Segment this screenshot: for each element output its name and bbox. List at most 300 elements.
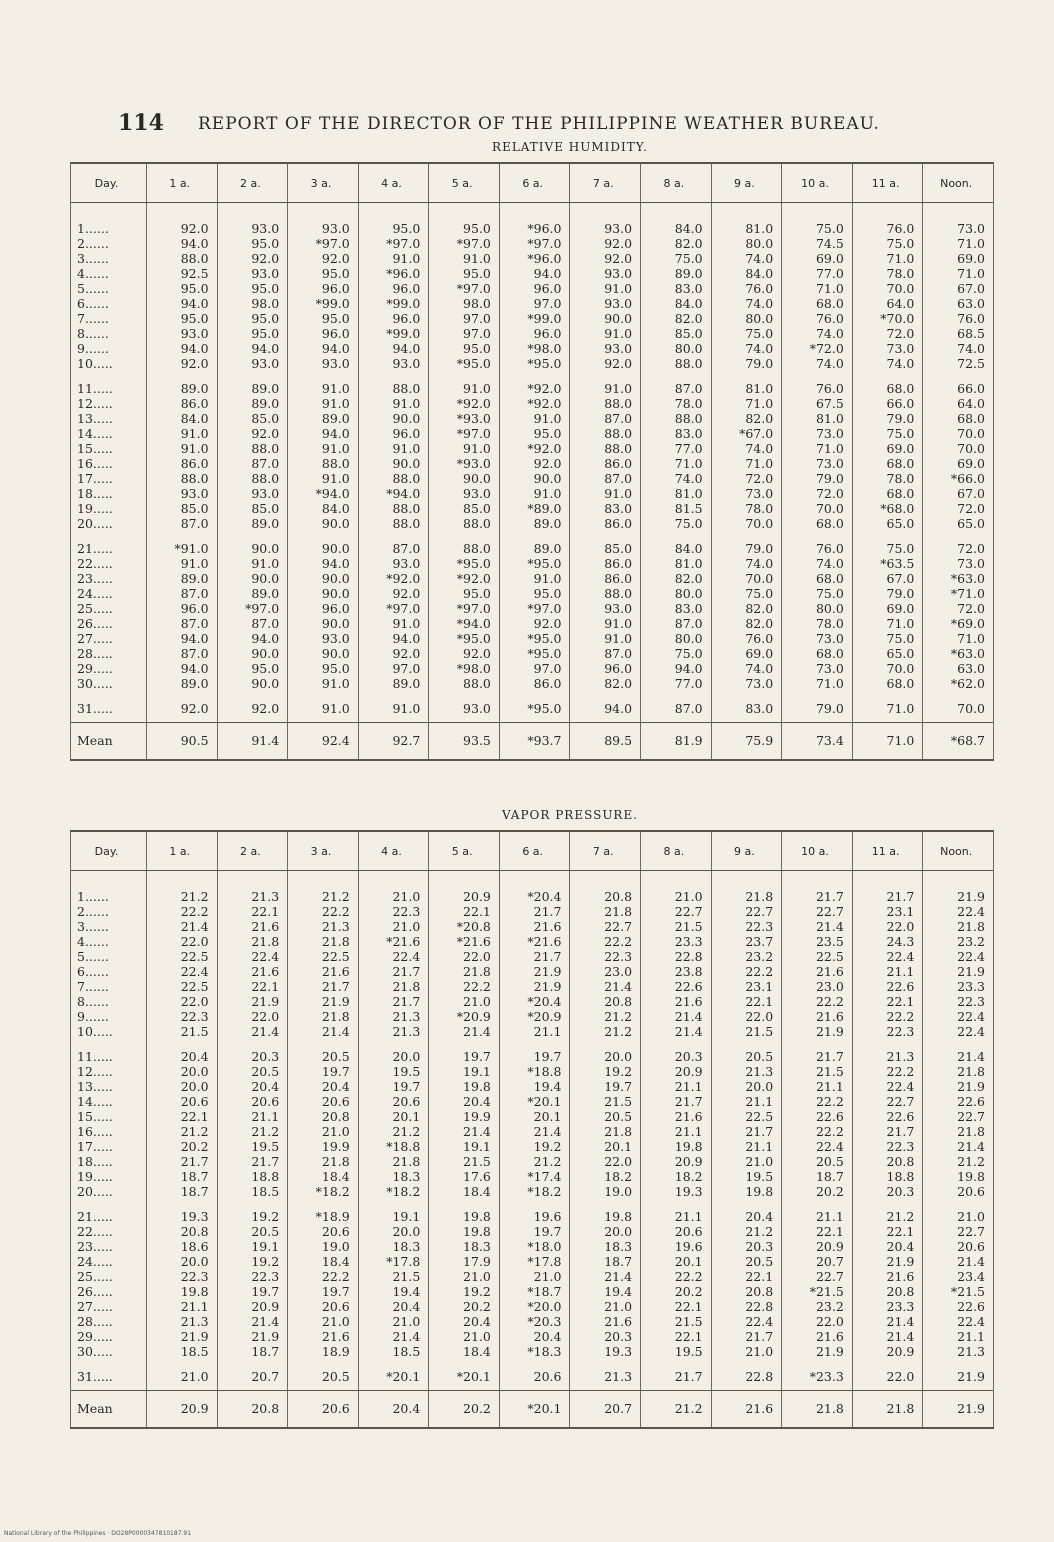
day-cell: 23..... (71, 571, 147, 586)
value-cell: 91.0 (499, 486, 570, 501)
value-cell: 19.1 (429, 1064, 500, 1079)
value-cell: 94.0 (288, 556, 359, 571)
value-cell: 74.0 (782, 356, 853, 371)
value-cell: 21.8 (217, 934, 288, 949)
value-cell: *98.0 (429, 661, 500, 676)
value-cell: 19.8 (429, 1224, 500, 1239)
value-cell: 20.8 (711, 1284, 782, 1299)
table-row (71, 871, 994, 905)
value-cell: *20.4 (499, 871, 570, 905)
table-row (71, 601, 994, 616)
mean-value: *93.7 (499, 723, 570, 761)
value-cell: 68.0 (852, 456, 923, 471)
value-cell: 78.0 (711, 501, 782, 516)
header-hour: 3 a. (288, 831, 359, 871)
value-cell: *21.5 (782, 1284, 853, 1299)
value-cell: 21.2 (358, 1124, 429, 1139)
value-cell: 22.7 (852, 1094, 923, 1109)
value-cell: 91.0 (358, 616, 429, 631)
value-cell: 95.0 (217, 281, 288, 296)
value-cell: *63.0 (923, 571, 994, 586)
value-cell: 22.3 (217, 1269, 288, 1284)
table-row (71, 1124, 994, 1139)
value-cell: 18.4 (288, 1169, 359, 1184)
value-cell: 86.0 (570, 456, 641, 471)
value-cell: 22.1 (147, 1109, 218, 1124)
value-cell: 19.0 (570, 1184, 641, 1199)
value-cell: *68.0 (852, 501, 923, 516)
header-hour: 5 a. (429, 831, 500, 871)
value-cell: 94.0 (288, 426, 359, 441)
value-cell: 90.0 (217, 646, 288, 661)
value-cell: 92.0 (358, 646, 429, 661)
value-cell: 21.0 (288, 1314, 359, 1329)
value-cell: 21.6 (570, 1314, 641, 1329)
value-cell: 21.1 (499, 1024, 570, 1039)
value-cell: *17.8 (499, 1254, 570, 1269)
mean-value: 91.4 (217, 723, 288, 761)
day-cell: 17..... (71, 1139, 147, 1154)
value-cell: 22.1 (711, 1269, 782, 1284)
value-cell: 22.7 (641, 904, 712, 919)
value-cell: 23.8 (641, 964, 712, 979)
value-cell: *95.0 (429, 356, 500, 371)
value-cell: 81.0 (641, 486, 712, 501)
value-cell: 68.0 (782, 296, 853, 311)
value-cell: 22.4 (147, 964, 218, 979)
value-cell: 92.0 (217, 691, 288, 723)
relative-humidity-caption: RELATIVE HUMIDITY. (492, 140, 648, 154)
value-cell: 68.0 (782, 571, 853, 586)
value-cell: 94.0 (217, 631, 288, 646)
value-cell: 93.0 (570, 296, 641, 311)
value-cell: 19.5 (358, 1064, 429, 1079)
value-cell: *95.0 (499, 631, 570, 646)
table-row (71, 1139, 994, 1154)
value-cell: 92.0 (499, 456, 570, 471)
value-cell: 22.0 (147, 994, 218, 1009)
value-cell: 21.8 (570, 904, 641, 919)
value-cell: 92.0 (499, 616, 570, 631)
value-cell: 18.4 (429, 1344, 500, 1359)
value-cell: 87.0 (217, 616, 288, 631)
value-cell: 22.4 (782, 1139, 853, 1154)
table-row (71, 456, 994, 471)
value-cell: 74.0 (923, 341, 994, 356)
table-row (71, 1169, 994, 1184)
value-cell: 20.6 (641, 1224, 712, 1239)
value-cell: 20.9 (429, 871, 500, 905)
value-cell: 95.0 (147, 281, 218, 296)
mean-label: Mean (71, 723, 147, 761)
value-cell: 96.0 (288, 601, 359, 616)
value-cell: 72.0 (782, 486, 853, 501)
value-cell: 88.0 (429, 516, 500, 531)
value-cell: 21.2 (852, 1199, 923, 1224)
value-cell: 22.2 (852, 1009, 923, 1024)
value-cell: 85.0 (217, 501, 288, 516)
value-cell: 86.0 (570, 571, 641, 586)
value-cell: 22.7 (711, 904, 782, 919)
value-cell: *18.7 (499, 1284, 570, 1299)
value-cell: 19.7 (429, 1039, 500, 1064)
value-cell: 21.4 (852, 1314, 923, 1329)
header-hour: 10 a. (782, 831, 853, 871)
value-cell: 67.5 (782, 396, 853, 411)
value-cell: 95.0 (429, 203, 500, 237)
value-cell: 21.3 (358, 1024, 429, 1039)
value-cell: 69.0 (923, 456, 994, 471)
value-cell: 19.1 (217, 1239, 288, 1254)
value-cell: 20.7 (217, 1359, 288, 1391)
value-cell: 18.4 (429, 1184, 500, 1199)
value-cell: 93.0 (217, 266, 288, 281)
value-cell: 73.0 (782, 456, 853, 471)
value-cell: 21.2 (217, 1124, 288, 1139)
value-cell: *18.9 (288, 1199, 359, 1224)
value-cell: 22.3 (923, 994, 994, 1009)
value-cell: 88.0 (641, 356, 712, 371)
day-cell: 26..... (71, 1284, 147, 1299)
table-row (71, 326, 994, 341)
value-cell: 92.0 (288, 251, 359, 266)
value-cell: 21.6 (782, 964, 853, 979)
mean-value: 21.2 (641, 1391, 712, 1429)
value-cell: 22.2 (288, 1269, 359, 1284)
day-cell: 16..... (71, 1124, 147, 1139)
header-hour: 2 a. (217, 831, 288, 871)
day-cell: 31..... (71, 1359, 147, 1391)
value-cell: *21.6 (358, 934, 429, 949)
mean-value: 93.5 (429, 723, 500, 761)
value-cell: 88.0 (217, 441, 288, 456)
value-cell: 21.6 (852, 1269, 923, 1284)
value-cell: *97.0 (429, 601, 500, 616)
value-cell: 88.0 (570, 441, 641, 456)
value-cell: 73.0 (923, 203, 994, 237)
value-cell: 63.0 (923, 661, 994, 676)
value-cell: 20.6 (923, 1239, 994, 1254)
value-cell: 75.0 (782, 586, 853, 601)
value-cell: 22.3 (852, 1139, 923, 1154)
value-cell: 91.0 (288, 396, 359, 411)
value-cell: 22.1 (852, 994, 923, 1009)
value-cell: 88.0 (641, 411, 712, 426)
value-cell: 82.0 (641, 311, 712, 326)
value-cell: 22.0 (570, 1154, 641, 1169)
value-cell: 74.0 (711, 296, 782, 311)
header-hour: 6 a. (499, 831, 570, 871)
value-cell: 21.7 (711, 1124, 782, 1139)
value-cell: 21.0 (570, 1299, 641, 1314)
table-row (71, 1299, 994, 1314)
value-cell: 22.7 (782, 1269, 853, 1284)
value-cell: *89.0 (499, 501, 570, 516)
value-cell: 22.1 (429, 904, 500, 919)
value-cell: 75.0 (852, 426, 923, 441)
value-cell: 19.8 (711, 1184, 782, 1199)
value-cell: 22.7 (570, 919, 641, 934)
day-cell: 26..... (71, 616, 147, 631)
value-cell: 20.8 (570, 871, 641, 905)
value-cell: 21.6 (782, 1329, 853, 1344)
value-cell: 74.0 (852, 356, 923, 371)
value-cell: 22.3 (358, 904, 429, 919)
value-cell: 21.2 (288, 871, 359, 905)
value-cell: 21.1 (641, 1199, 712, 1224)
value-cell: 22.2 (852, 1064, 923, 1079)
value-cell: 95.0 (217, 326, 288, 341)
value-cell: 91.0 (570, 281, 641, 296)
value-cell: *96.0 (358, 266, 429, 281)
value-cell: 20.4 (429, 1314, 500, 1329)
day-cell: 2...... (71, 904, 147, 919)
value-cell: 93.0 (288, 203, 359, 237)
value-cell: 76.0 (782, 371, 853, 396)
table-row (71, 1064, 994, 1079)
value-cell: 21.1 (147, 1299, 218, 1314)
value-cell: 91.0 (358, 691, 429, 723)
value-cell: 20.6 (288, 1299, 359, 1314)
value-cell: 78.0 (852, 471, 923, 486)
value-cell: 21.4 (852, 1329, 923, 1344)
value-cell: 89.0 (358, 676, 429, 691)
value-cell: *21.6 (499, 934, 570, 949)
value-cell: 69.0 (923, 251, 994, 266)
mean-value: *68.7 (923, 723, 994, 761)
value-cell: 89.0 (499, 531, 570, 556)
header-hour: 11 a. (852, 831, 923, 871)
value-cell: *95.0 (429, 556, 500, 571)
value-cell: *99.0 (358, 296, 429, 311)
value-cell: 20.3 (641, 1039, 712, 1064)
value-cell: 68.0 (782, 646, 853, 661)
day-cell: 25..... (71, 601, 147, 616)
value-cell: 22.4 (923, 949, 994, 964)
value-cell: 96.0 (358, 311, 429, 326)
value-cell: 92.0 (358, 586, 429, 601)
value-cell: 86.0 (570, 516, 641, 531)
day-cell: 29..... (71, 661, 147, 676)
day-cell: 2...... (71, 236, 147, 251)
mean-value: 21.8 (852, 1391, 923, 1429)
value-cell: 19.8 (923, 1169, 994, 1184)
value-cell: 21.1 (641, 1124, 712, 1139)
value-cell: 21.8 (288, 1009, 359, 1024)
value-cell: 20.9 (852, 1344, 923, 1359)
value-cell: *17.4 (499, 1169, 570, 1184)
day-cell: 25..... (71, 1269, 147, 1284)
value-cell: 79.0 (852, 586, 923, 601)
value-cell: 88.0 (570, 396, 641, 411)
value-cell: 20.8 (570, 994, 641, 1009)
day-cell: 18..... (71, 486, 147, 501)
day-cell: 27..... (71, 1299, 147, 1314)
value-cell: 87.0 (570, 471, 641, 486)
value-cell: 70.0 (711, 571, 782, 586)
value-cell: 21.5 (358, 1269, 429, 1284)
value-cell: 19.6 (499, 1199, 570, 1224)
value-cell: *92.0 (499, 396, 570, 411)
value-cell: *66.0 (923, 471, 994, 486)
value-cell: 19.2 (429, 1284, 500, 1299)
value-cell: 95.0 (429, 341, 500, 356)
value-cell: 95.0 (358, 203, 429, 237)
value-cell: 21.3 (217, 871, 288, 905)
value-cell: 96.0 (147, 601, 218, 616)
day-cell: 3...... (71, 919, 147, 934)
table-row (71, 236, 994, 251)
day-cell: 8...... (71, 326, 147, 341)
value-cell: 22.0 (429, 949, 500, 964)
value-cell: 90.0 (499, 471, 570, 486)
value-cell: 96.0 (358, 281, 429, 296)
value-cell: 89.0 (147, 676, 218, 691)
value-cell: 21.4 (147, 919, 218, 934)
value-cell: *63.0 (923, 646, 994, 661)
day-cell: 6...... (71, 296, 147, 311)
value-cell: 23.3 (641, 934, 712, 949)
value-cell: 21.1 (711, 1139, 782, 1154)
value-cell: *99.0 (288, 296, 359, 311)
value-cell: 93.0 (217, 486, 288, 501)
value-cell: *97.0 (288, 236, 359, 251)
value-cell: 73.0 (782, 661, 853, 676)
value-cell: 89.0 (217, 371, 288, 396)
value-cell: 69.0 (711, 646, 782, 661)
header-hour: 7 a. (570, 831, 641, 871)
value-cell: 21.6 (782, 1009, 853, 1024)
value-cell: 90.0 (217, 531, 288, 556)
value-cell: 92.5 (147, 266, 218, 281)
value-cell: 83.0 (641, 426, 712, 441)
value-cell: 83.0 (711, 691, 782, 723)
table-row (71, 1199, 994, 1224)
value-cell: 21.2 (570, 1009, 641, 1024)
value-cell: 21.0 (711, 1154, 782, 1169)
value-cell: 21.7 (641, 1094, 712, 1109)
table-row (71, 994, 994, 1009)
mean-value: 20.2 (429, 1391, 500, 1429)
day-cell: 11..... (71, 1039, 147, 1064)
value-cell: 19.9 (288, 1139, 359, 1154)
value-cell: 87.0 (358, 531, 429, 556)
value-cell: 73.0 (852, 341, 923, 356)
value-cell: 21.0 (358, 1314, 429, 1329)
value-cell: 91.0 (147, 426, 218, 441)
table-row (71, 979, 994, 994)
value-cell: 21.4 (499, 1124, 570, 1139)
value-cell: 22.5 (147, 979, 218, 994)
value-cell: 19.7 (358, 1079, 429, 1094)
value-cell: 75.0 (852, 631, 923, 646)
value-cell: 21.8 (570, 1124, 641, 1139)
value-cell: 21.7 (499, 904, 570, 919)
value-cell: 75.0 (782, 203, 853, 237)
table-row (71, 251, 994, 266)
value-cell: *92.0 (499, 441, 570, 456)
value-cell: 22.4 (923, 1009, 994, 1024)
day-cell: 21..... (71, 531, 147, 556)
header-hour: Noon. (923, 163, 994, 203)
value-cell: 19.7 (499, 1039, 570, 1064)
value-cell: 76.0 (852, 203, 923, 237)
value-cell: 67.0 (852, 571, 923, 586)
value-cell: *20.9 (499, 1009, 570, 1024)
table-row (71, 1154, 994, 1169)
value-cell: 21.4 (288, 1024, 359, 1039)
value-cell: 93.0 (217, 203, 288, 237)
value-cell: 19.4 (358, 1284, 429, 1299)
value-cell: 20.2 (782, 1184, 853, 1199)
table-row (71, 1024, 994, 1039)
day-cell: 17..... (71, 471, 147, 486)
table-row (71, 1344, 994, 1359)
value-cell: 94.0 (570, 691, 641, 723)
value-cell: 21.4 (782, 919, 853, 934)
value-cell: 87.0 (147, 586, 218, 601)
value-cell: 20.0 (147, 1079, 218, 1094)
value-cell: 90.0 (288, 616, 359, 631)
value-cell: 21.0 (429, 1329, 500, 1344)
value-cell: 87.0 (217, 456, 288, 471)
value-cell: 20.5 (782, 1154, 853, 1169)
value-cell: 93.0 (288, 356, 359, 371)
value-cell: 65.0 (852, 516, 923, 531)
mean-value: 89.5 (570, 723, 641, 761)
value-cell: 95.0 (288, 266, 359, 281)
value-cell: 21.0 (358, 871, 429, 905)
table-row (71, 571, 994, 586)
value-cell: 89.0 (217, 586, 288, 601)
value-cell: 20.3 (852, 1184, 923, 1199)
table-row (71, 1314, 994, 1329)
value-cell: 21.7 (288, 979, 359, 994)
table-row (71, 934, 994, 949)
value-cell: 87.0 (147, 516, 218, 531)
value-cell: 79.0 (782, 691, 853, 723)
value-cell: *96.0 (499, 203, 570, 237)
day-cell: 19..... (71, 1169, 147, 1184)
value-cell: 23.2 (782, 1299, 853, 1314)
value-cell: 21.6 (499, 919, 570, 934)
value-cell: *97.0 (429, 426, 500, 441)
value-cell: 21.7 (782, 1039, 853, 1064)
value-cell: 22.2 (711, 964, 782, 979)
value-cell: 21.4 (429, 1024, 500, 1039)
mean-row (71, 723, 994, 761)
mean-value: 20.7 (570, 1391, 641, 1429)
value-cell: 85.0 (147, 501, 218, 516)
value-cell: 95.0 (429, 586, 500, 601)
value-cell: 83.0 (641, 601, 712, 616)
value-cell: 76.0 (782, 311, 853, 326)
value-cell: 21.4 (217, 1024, 288, 1039)
value-cell: 18.7 (570, 1254, 641, 1269)
value-cell: 22.4 (923, 1024, 994, 1039)
value-cell: 71.0 (641, 456, 712, 471)
header-hour: 11 a. (852, 163, 923, 203)
value-cell: 74.0 (711, 441, 782, 456)
value-cell: 20.2 (641, 1284, 712, 1299)
value-cell: 93.0 (429, 691, 500, 723)
value-cell: *20.3 (499, 1314, 570, 1329)
value-cell: 21.2 (711, 1224, 782, 1239)
day-cell: 31..... (71, 691, 147, 723)
value-cell: 22.3 (147, 1009, 218, 1024)
value-cell: 21.6 (641, 1109, 712, 1124)
value-cell: 74.0 (711, 661, 782, 676)
